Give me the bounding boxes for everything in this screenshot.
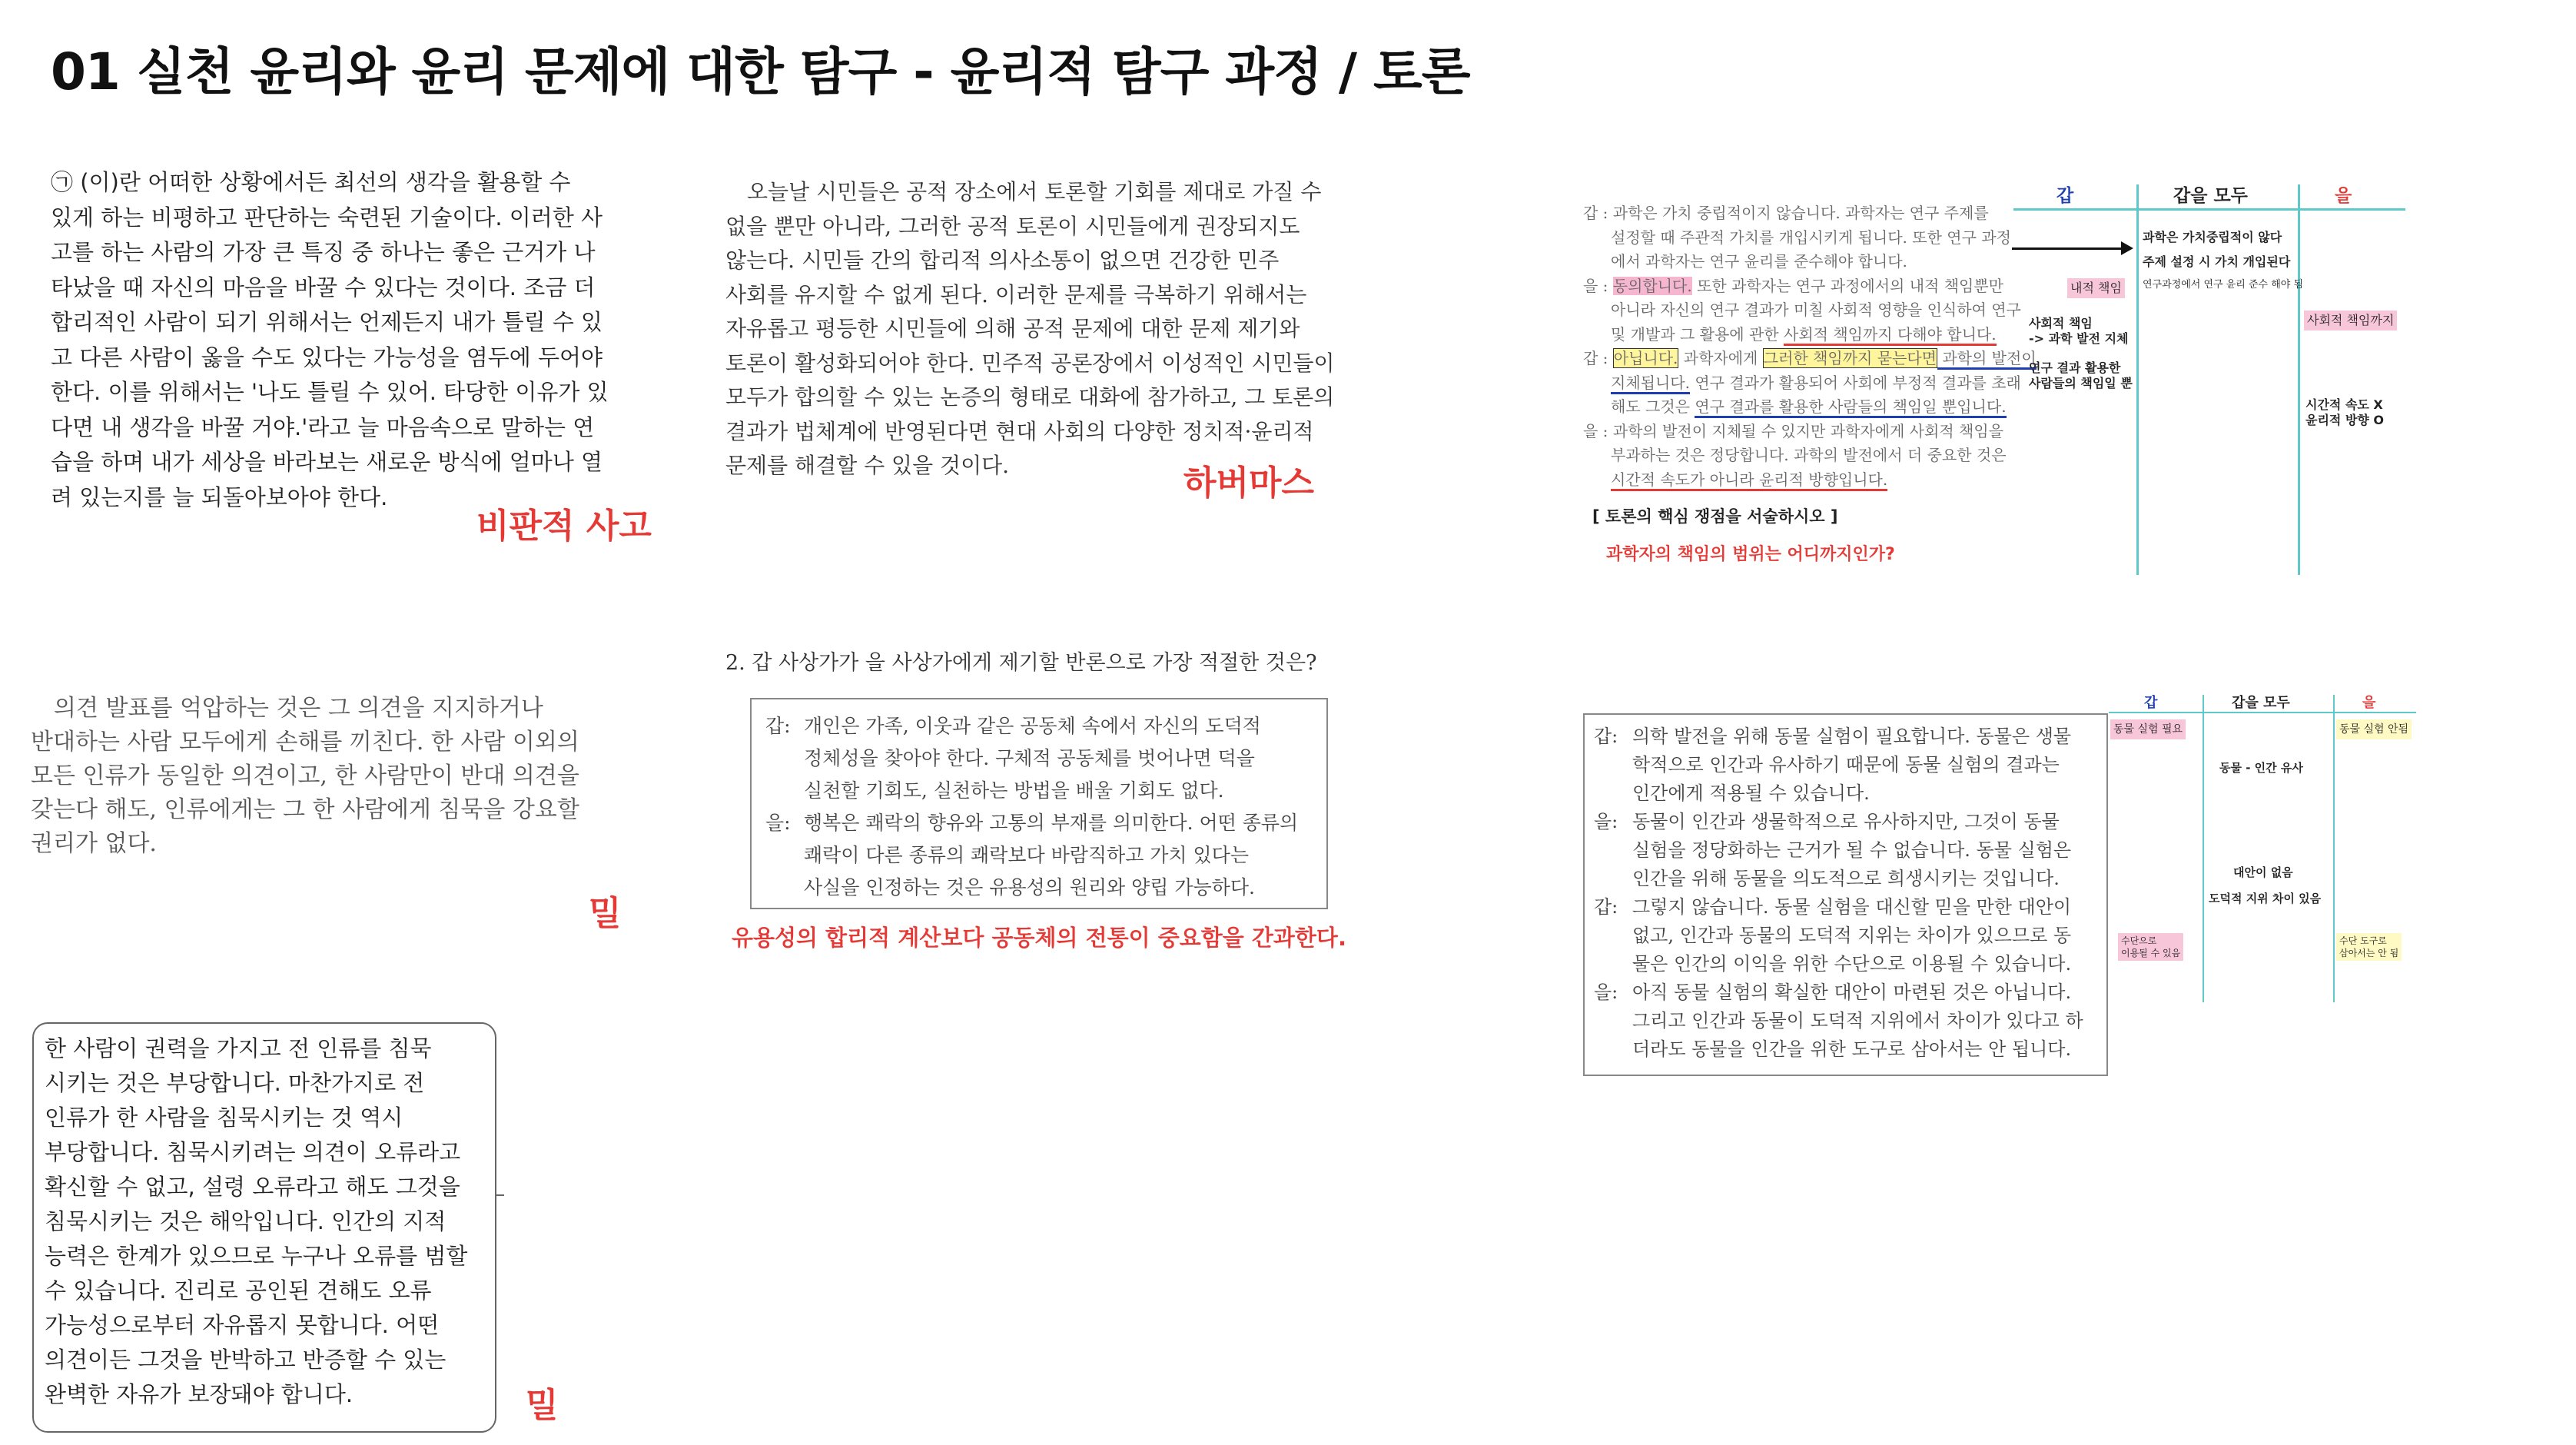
note-gap-1: 사회적 책임 <box>2029 316 2093 331</box>
debate-animal-box <box>1583 713 2108 1076</box>
text-segment: 연구 결과가 활용되어 사회에 부정적 결과를 초래 <box>1689 373 2021 392</box>
text-line: 인류가 한 사람을 침묵시키는 것 역시 <box>45 1105 403 1131</box>
text-line: 을 : 과학의 발전이 지체될 수 있지만 과학자에게 사회적 책임을 <box>1583 421 2003 440</box>
text-line: 의학 발전을 위해 동물 실험이 필요합니다. 동물은 생물 <box>1632 726 2072 747</box>
text-line: 습을 하며 내가 세상을 바라보는 새로운 방식에 얼마나 열 <box>51 449 603 475</box>
text-line: ㉠ (이)란 어떠한 상황에서든 최선의 생각을 활용할 수 <box>51 169 571 195</box>
text-line: 고 다른 사람이 옳을 수도 있다는 가능성을 염두에 두어야 <box>51 344 603 370</box>
table2-divider-2 <box>2333 695 2335 1002</box>
note-line: 수단으로 <box>2121 935 2157 946</box>
question-2-box <box>750 698 1328 909</box>
text-line: 자유롭고 평등한 시민들에 의해 공적 문제에 대한 문제 제기와 <box>725 316 1300 341</box>
note-inner-responsibility: 내적 책임 <box>2067 278 2125 298</box>
note2-eul-1: 동물 실험 안됨 <box>2336 719 2412 739</box>
note-both-3: 연구과정에서 연구 윤리 준수 해야 됨 <box>2143 279 2304 291</box>
text-line: 다면 내 생각을 바꿀 거야.'라고 늘 마음속으로 말하는 연 <box>51 414 595 440</box>
text-line: 인간에게 적용될 수 있습니다. <box>1632 782 1870 804</box>
text-line: 실천할 기회도, 실천하는 방법을 배울 기회도 없다. <box>804 779 1224 802</box>
text-line: 갖는다 해도, 인류에게는 그 한 사람에게 침묵을 강요할 <box>31 796 579 823</box>
text-segment: 및 개발과 그 활용에 관한 <box>1611 324 1784 344</box>
text-segment: 과학자에게 <box>1678 349 1763 367</box>
speaker-label: 갑: <box>1594 726 1618 747</box>
table2-header-eul: 을 <box>2362 695 2376 711</box>
note-both-1: 과학은 가치중립적이 않다 <box>2143 230 2282 244</box>
underline-social-responsibility: 사회적 책임까지 다해야 합니다. <box>1784 325 1997 346</box>
table2-header-gap: 갑 <box>2144 695 2158 711</box>
table1-header-both: 갑을 모두 <box>2173 186 2248 206</box>
text-line: 설정할 때 주관적 가치를 개입시키게 됩니다. 또한 연구 과정 <box>1611 228 2011 247</box>
text-line: 려 있는지를 늘 되돌아보아야 한다. <box>51 483 388 510</box>
note-line: 삼아서는 안 됨 <box>2339 948 2399 958</box>
text-line: 그리고 인간과 동물이 도덕적 지위에서 차이가 있다고 하 <box>1632 1010 2083 1031</box>
passage-mill-1 <box>31 692 646 861</box>
text-line: 아니라 자신의 연구 결과가 미칠 사회적 영향을 인식하여 연구 <box>1611 301 2021 319</box>
table2-divider-1 <box>2203 695 2204 1002</box>
text-line: 물은 인간의 이익을 위한 수단으로 이용될 수 있습니다. <box>1632 953 2072 975</box>
table2-header-line <box>2109 712 2416 713</box>
text-line: 없을 뿐만 아니라, 그러한 공적 토론이 시민들에게 권장되지도 <box>725 213 1300 239</box>
underline-users-responsibility: 연구 결과를 활용한 사람들의 책임일 뿐입니다. <box>1695 397 2006 418</box>
underline-ethical-direction: 시간적 속도가 아니라 윤리적 방향입니다. <box>1611 470 1887 491</box>
note2-eul-2 <box>2336 933 2402 961</box>
speech-tail <box>495 1176 504 1196</box>
text-line: 의견 발표를 억압하는 것은 그 의견을 지지하거나 <box>54 695 543 722</box>
note-both-2: 주제 설정 시 가치 개입된다 <box>2143 254 2291 269</box>
text-line: 있게 하는 비평하고 판단하는 숙련된 기술이다. 이러한 사 <box>51 204 603 231</box>
text-line: 않는다. 시민들 간의 합리적 의사소통이 없으면 건강한 민주 <box>725 247 1280 273</box>
text-line: 한다. 이를 위해서는 '나도 틀릴 수 있어. 타당한 이유가 있 <box>51 379 609 405</box>
note-gap-2: -> 과학 발전 지체 <box>2029 331 2129 346</box>
debate-science-prompt: [ 토론의 핵심 쟁점을 서술하시오 ] <box>1592 507 1838 526</box>
text-line <box>1583 371 2021 396</box>
text-line: 문제를 해결할 수 있을 것이다. <box>725 453 1010 478</box>
debate-science-answer: 과학자의 책임의 범위는 어디까지인가? <box>1606 545 1895 564</box>
text-segment: 해도 그것은 <box>1611 397 1695 416</box>
text-line: 고를 하는 사람의 가장 큰 특징 중 하나는 좋은 근거가 나 <box>51 239 596 265</box>
text-line: 없고, 인간과 동물의 도덕적 지위는 차이가 있으므로 동 <box>1632 925 2072 946</box>
page-title: 01 실천 윤리와 윤리 문제에 대한 탐구 - 윤리적 탐구 과정 / 토론 <box>51 42 1470 101</box>
passage-mill-2-box <box>32 1022 496 1433</box>
text-line: 사회를 유지할 수 없게 된다. 이러한 문제를 극복하기 위해서는 <box>725 281 1307 307</box>
text-line: 에서 과학자는 연구 윤리를 준수해야 합니다. <box>1611 252 1907 271</box>
speaker-label: 을: <box>1594 811 1618 832</box>
text-line: 갑 : 과학은 가치 중립적이지 않습니다. 과학자는 연구 주제를 <box>1583 204 1989 222</box>
text-line: 가능성으로부터 자유롭지 못합니다. 어떤 <box>45 1312 440 1338</box>
text-line <box>1583 468 2013 493</box>
note-eul-3: 윤리적 방향 O <box>2305 413 2385 427</box>
text-line: 동물이 인간과 생물학적으로 유사하지만, 그것이 동물 <box>1632 811 2060 832</box>
text-line: 학적으로 인간과 유사하기 때문에 동물 실험의 결과는 <box>1632 754 2060 776</box>
question-2-answer: 유용성의 합리적 계산보다 공동체의 전통이 중요함을 간과한다. <box>732 925 1346 951</box>
table1-divider-1 <box>2136 184 2139 575</box>
text-line: 행복은 쾌락의 향유와 고통의 부재를 의미한다. 어떤 종류의 <box>804 812 1299 834</box>
text-line <box>1583 274 2013 299</box>
speaker-eul-label: 을: <box>765 812 791 834</box>
text-line: 결과가 법체계에 반영된다면 현대 사회의 다양한 정치적·윤리적 <box>725 418 1314 444</box>
passage-habermas <box>725 175 1333 483</box>
highlight-disagree: 아닙니다. <box>1613 349 1678 367</box>
table1-header-eul: 을 <box>2335 186 2352 206</box>
text-line: 능력은 한계가 있으므로 누구나 오류를 범할 <box>45 1243 468 1269</box>
note2-both-3: 도덕적 지위 차이 있음 <box>2209 892 2322 905</box>
note-gap-3: 연구 결과 활용한 <box>2029 360 2121 375</box>
text-line: 반대하는 사람 모두에게 손해를 끼친다. 한 사람 이외의 <box>31 729 579 756</box>
text-line: 모두가 합의할 수 있는 논증의 형태로 대화에 참가하고, 그 토론의 <box>725 384 1335 410</box>
speaker-label: 을: <box>1594 982 1618 1003</box>
note-line: 수단 도구로 <box>2339 935 2387 946</box>
text-line: 실험을 정당화하는 근거가 될 수 없습니다. 동물 실험은 <box>1632 839 2072 861</box>
text-line: 정체성을 찾아야 한다. 구체적 공동체를 벗어나면 덕을 <box>804 747 1255 769</box>
note2-both-2: 대안이 없음 <box>2233 865 2293 879</box>
text-line: 침묵시키는 것은 해악입니다. 인간의 지적 <box>45 1208 446 1234</box>
note2-both-1: 동물 - 인간 유사 <box>2219 761 2303 775</box>
text-line: 완벽한 자유가 보장돼야 합니다. <box>45 1381 354 1407</box>
table1-header-line <box>2013 208 2405 211</box>
question-2-prompt: 2. 갑 사상가가 을 사상가에게 제기할 반론으로 가장 적절한 것은? <box>725 651 1317 675</box>
text-line: 타났을 때 자신의 마음을 바꿀 수 있다는 것이다. 조금 더 <box>51 274 596 301</box>
passage-critical-thinking <box>51 165 642 515</box>
text-line: 합리적인 사람이 되기 위해서는 언제든지 내가 틀릴 수 있 <box>51 309 603 335</box>
table2-header-both: 갑을 모두 <box>2232 695 2290 711</box>
text-line: 토론이 활성화되어야 한다. 민주적 공론장에서 이성적인 시민들이 <box>725 350 1335 376</box>
note2-gap-2 <box>2118 933 2183 961</box>
note-gap-4: 사람들의 책임일 뿐 <box>2029 376 2133 390</box>
note-eul-1: 사회적 책임까지 <box>2304 311 2397 331</box>
speaker-label: 갑 : <box>1583 349 1613 367</box>
text-line: 쾌락이 다른 종류의 쾌락보다 바람직하고 가치 있다는 <box>804 844 1249 866</box>
text-line: 한 사람이 권력을 가지고 전 인류를 침묵 <box>45 1035 432 1061</box>
answer-label-mill-1: 밀 <box>589 894 622 933</box>
debate-science-passage <box>1583 201 2037 492</box>
speaker-gap-label: 갑: <box>765 715 791 737</box>
text-line <box>1583 323 2013 347</box>
note-line: 이용될 수 있음 <box>2121 948 2181 958</box>
text-line: 부과하는 것은 정당합니다. 과학의 발전에서 더 중요한 것은 <box>1611 446 2007 464</box>
underline-science-progress: 과학의 발전이 <box>1937 349 2037 370</box>
arrow-head-icon <box>2121 241 2133 255</box>
text-line: 의견이든 그것을 반박하고 반증할 수 있는 <box>45 1347 446 1373</box>
text-line <box>1583 347 2037 371</box>
text-line: 수 있습니다. 진리로 공인된 견해도 오류 <box>45 1277 432 1304</box>
text-line: 아직 동물 실험의 확실한 대안이 마련된 것은 아닙니다. <box>1632 982 2072 1003</box>
table1-divider-2 <box>2298 184 2300 575</box>
speaker-label: 갑: <box>1594 896 1618 918</box>
text-line: 오늘날 시민들은 공적 장소에서 토론할 기회를 제대로 가질 수 <box>747 179 1322 204</box>
text-line: 부당합니다. 침묵시키려는 의견이 오류라고 <box>45 1139 461 1165</box>
text-segment: 또한 과학자는 연구 과정에서의 내적 책임뿐만 <box>1691 276 2003 295</box>
text-line: 사실을 인정하는 것은 유용성의 원리와 양립 가능하다. <box>804 876 1255 899</box>
answer-label-mill-2: 밀 <box>526 1386 559 1425</box>
highlight-such-responsibility: 그러한 책임까지 묻는다면 <box>1763 349 1937 367</box>
text-line: 시키는 것은 부당합니다. 마찬가지로 전 <box>45 1070 425 1096</box>
text-line: 확신할 수 없고, 설령 오류라고 해도 그것을 <box>45 1174 460 1200</box>
speaker-label: 을 : <box>1583 276 1613 295</box>
text-line: 모든 인류가 동일한 의견이고, 한 사람만이 반대 의견을 <box>31 762 579 789</box>
underline-delayed: 지체됩니다. <box>1611 374 1690 394</box>
text-line: 더라도 동물을 인간을 위한 도구로 삼아서는 안 됩니다. <box>1632 1038 2072 1060</box>
text-line: 인간을 위해 동물을 의도적으로 희생시키는 것입니다. <box>1632 868 2060 889</box>
answer-label-critical-thinking: 비판적 사고 <box>476 507 652 546</box>
note-eul-2: 시간적 속도 X <box>2305 397 2383 412</box>
table1-header-gap: 갑 <box>2056 186 2074 206</box>
answer-label-habermas: 하버마스 <box>1183 463 1315 503</box>
note2-gap-1: 동물 실험 필요 <box>2110 719 2186 739</box>
text-line: 권리가 없다. <box>31 830 157 857</box>
text-line: 그렇지 않습니다. 동물 실험을 대신할 믿을 만한 대안이 <box>1632 896 2072 918</box>
highlight-agree: 동의합니다. <box>1612 276 1692 295</box>
text-line: 개인은 가족, 이웃과 같은 공동체 속에서 자신의 도덕적 <box>804 715 1261 737</box>
text-line <box>1583 395 2013 420</box>
arrow-shaft <box>2012 247 2126 250</box>
